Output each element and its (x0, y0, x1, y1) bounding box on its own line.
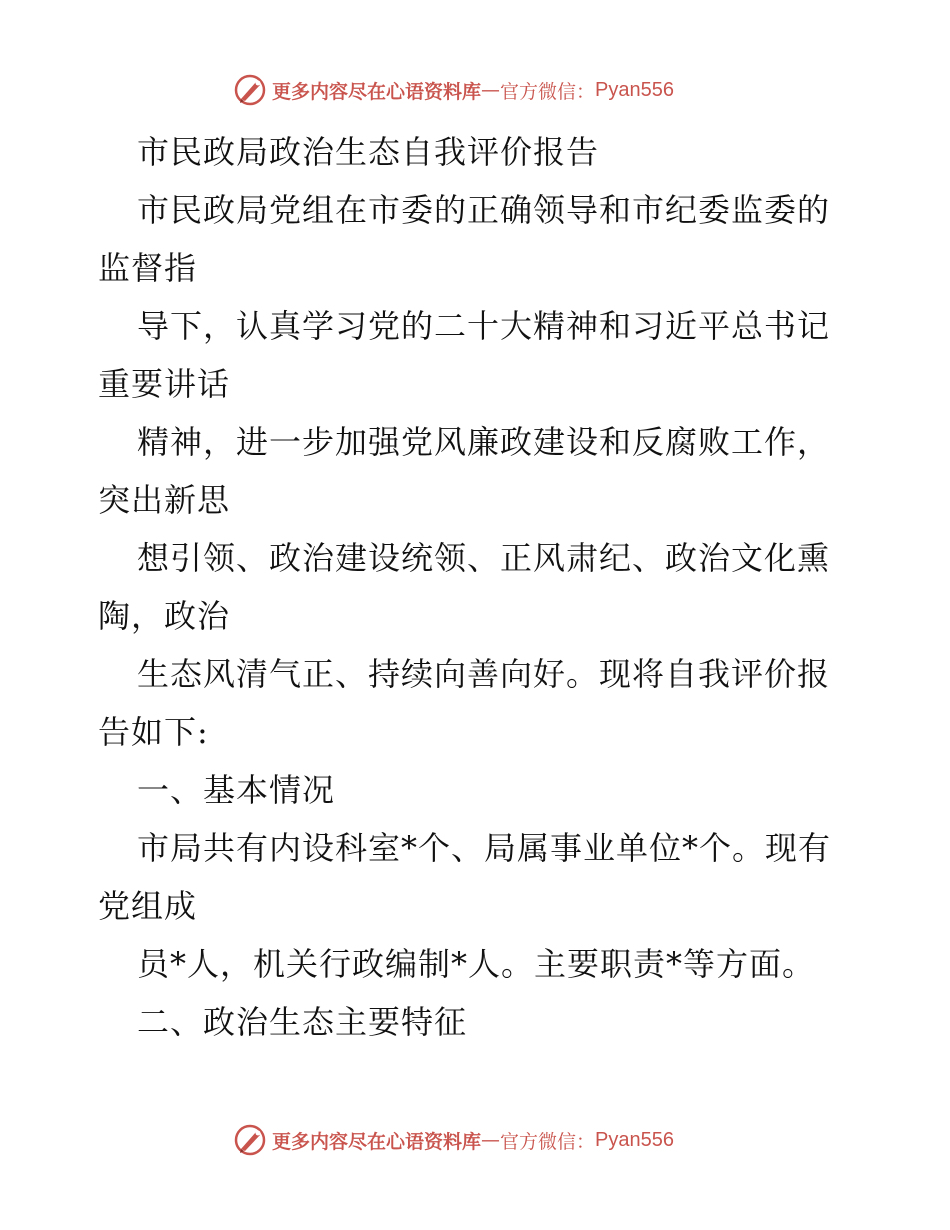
pen-logo-icon (232, 72, 268, 108)
watermark-footer (232, 1122, 674, 1158)
paragraph-line: 生态风清气正、持续向善向好。现将自我评价报 (137, 655, 831, 693)
paragraph-line: 市局共有内设科室*个、局属事业单位*个。现有 (137, 829, 832, 867)
paragraph-line: 党组成 (98, 887, 198, 925)
watermark-label: 官方微信： (500, 1130, 596, 1153)
watermark-wechat-id: Pyan556 (595, 78, 674, 101)
paragraph-line: 想引领、政治建设统领、正风肃纪、政治文化熏 (137, 539, 831, 577)
document-body (98, 123, 858, 1051)
paragraph-line: 精神，进一步加强党风廉政建设和反腐败工作， (137, 423, 831, 461)
watermark-brand: 更多内容尽在心语资料库 (272, 1130, 482, 1153)
paragraph-line: 陶，政治 (98, 597, 231, 635)
paragraph-line: 市民政局党组在市委的正确领导和市纪委监委的 (137, 191, 831, 229)
section-heading-features: 二、政治生态主要特征 (137, 1003, 468, 1041)
paragraph-line: 突出新思 (98, 481, 231, 519)
watermark-separator: — (481, 79, 501, 101)
paragraph-line: 员*人，机关行政编制*人。主要职责*等方面。 (137, 945, 816, 983)
document-title: 市民政局政治生态自我评价报告 (137, 133, 600, 171)
watermark-separator: — (481, 1129, 501, 1151)
watermark-brand: 更多内容尽在心语资料库 (272, 80, 482, 103)
watermark-label: 官方微信： (500, 80, 596, 103)
section-heading-basic-info: 一、基本情况 (137, 771, 336, 809)
paragraph-line: 告如下: (98, 713, 209, 751)
paragraph-line: 监督指 (98, 249, 198, 287)
paragraph-line: 导下，认真学习党的二十大精神和习近平总书记 (137, 307, 831, 345)
pen-logo-icon (232, 1122, 268, 1158)
watermark-header (232, 72, 674, 108)
paragraph-line: 重要讲话 (98, 365, 231, 403)
watermark-wechat-id: Pyan556 (595, 1128, 674, 1151)
